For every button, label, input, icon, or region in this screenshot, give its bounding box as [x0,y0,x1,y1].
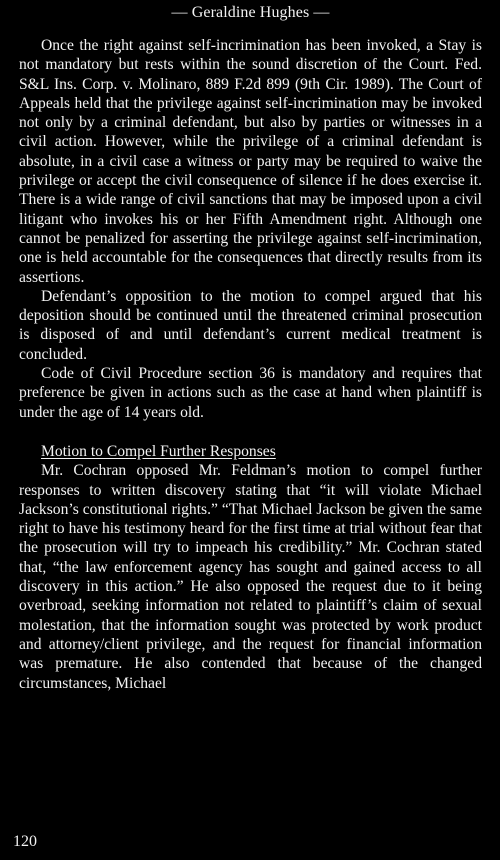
paragraph-cochran-opposition: Mr. Cochran opposed Mr. Feldman’s motion to compel further responses to written discovery stating that “it will violate Michael Jackson’s constitutional rights.” “That Michael Jackson be given the same right to have his testimony heard for the first time at trial without fear that the prosecution will try to impeach his credibility.” Mr. Cochran stated that, “the law enforcement agency has sought and gained access to all discovery in this action.” He also opposed the request due to it being overbroad, seeking information not related to plaintiff’s claim of sexual molestation, that the information sought was protected by work product and attorney/client privilege, and the request for financial information was premature. He also contended that because of the changed circumstances, Michael [19,462,482,692]
paragraph-defendant-opposition: Defendant’s opposition to the motion to compel argued that his deposition should be continued until the threatened criminal prosecution is disposed of and until defendant’s current medical treatment is concluded. [19,287,482,363]
page-number: 120 [13,833,37,850]
body-text [19,36,482,693]
section-heading-motion-to-compel: Motion to Compel Further Responses [41,442,276,460]
running-head: — Geraldine Hughes — [171,4,330,21]
paragraph-code-civil-procedure: Code of Civil Procedure section 36 is mandatory and requires that preference be given in actions such as the case at hand when plaintiff is under the age of 14 years old. [19,365,482,421]
paragraph-self-incrimination: Once the right against self-incrimination has been invoked, a Stay is not mandatory but rests within the sound discretion of the Court. Fed. S&L Ins. Corp. v. Molinaro, 889 F.2d 899 (9th Cir. 1989). The Court of Appeals held that the privilege against self-incrimination may be invoked not only by a criminal defendant, but also by parties or witnesses in a civil action. However, while the privilege of a criminal defendant is absolute, in a civil case a witness or party may be required to waive the privilege or accept the civil consequence of silence if he does exercise it. There is a wide range of civil sanctions that may be imposed upon a civil litigant who invokes his or her Fifth Amendment right. Although one cannot be penalized for asserting the privilege against self-incrimination, one is held accountable for the consequences that directly results from its assertions. [19,37,482,286]
